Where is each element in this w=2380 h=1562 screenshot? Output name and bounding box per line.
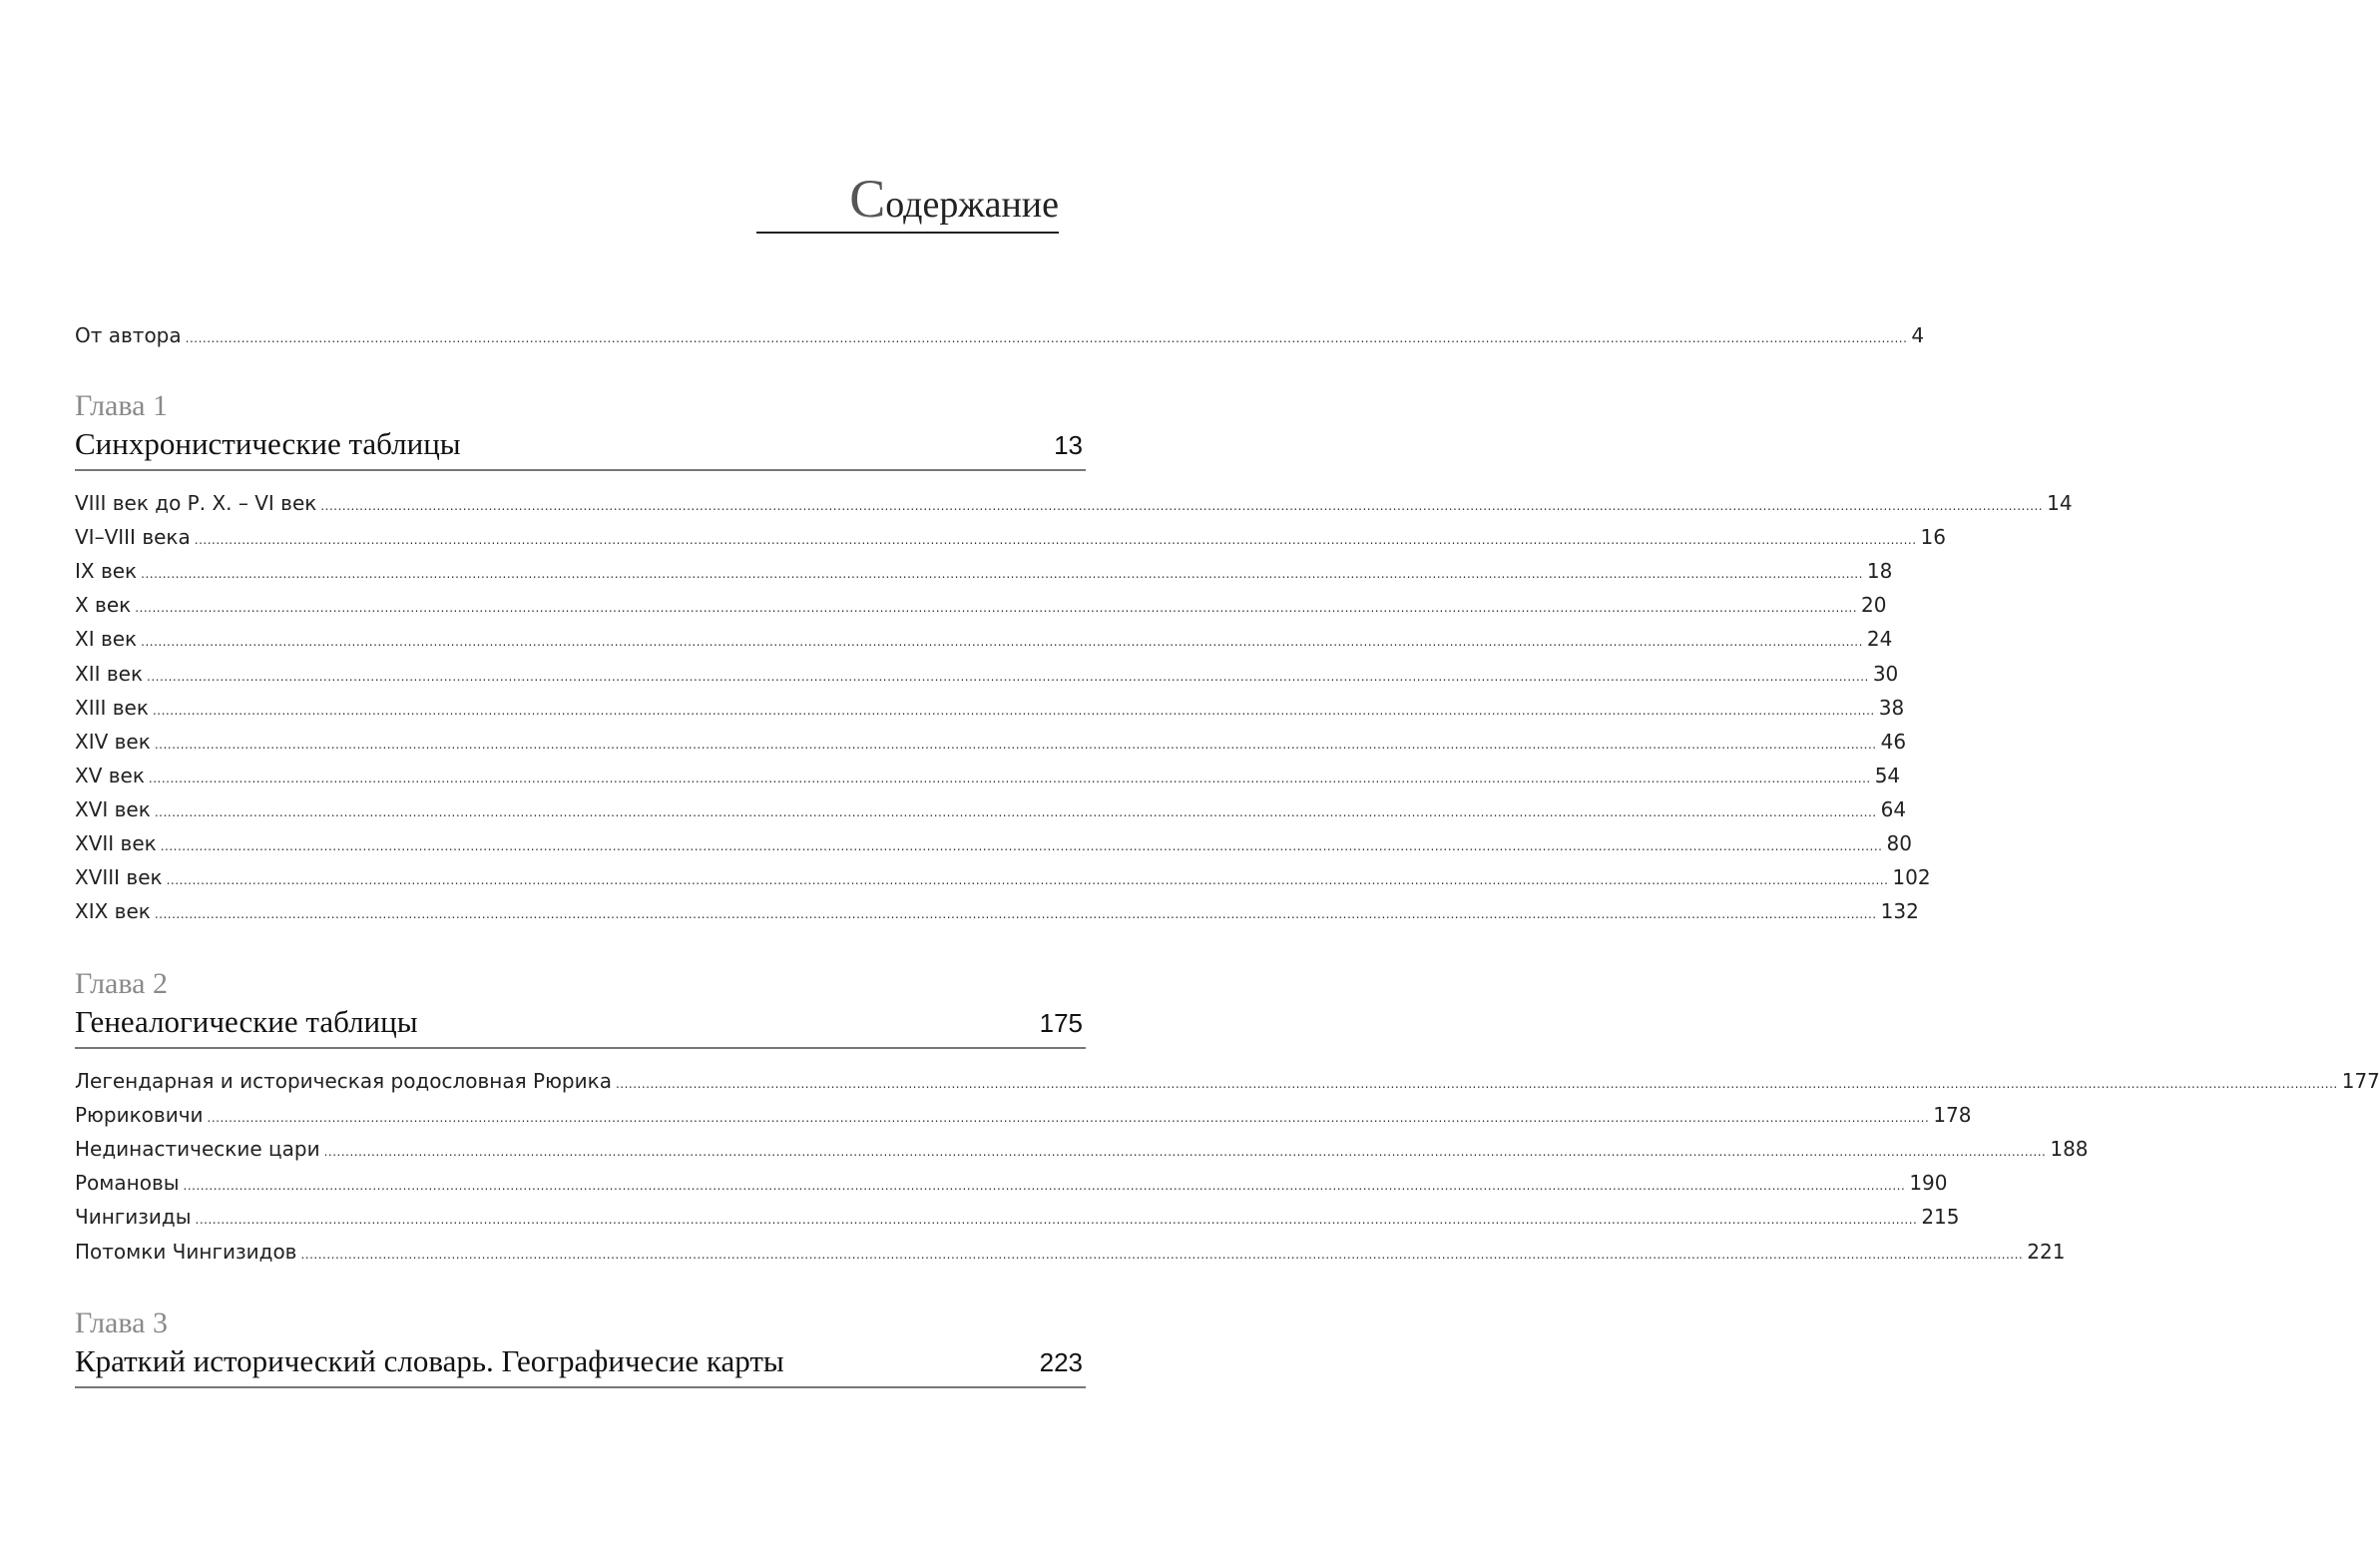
entry-page-number: 177 (2341, 1069, 2380, 1093)
toc-entry[interactable] (75, 762, 1901, 789)
dot-leader: ................................................................................................................................................................................................................................................................................................................................................................................................................ (207, 1111, 1930, 1125)
chapter-3-header[interactable] (75, 1306, 1086, 1388)
entry-page-number: 221 (2027, 1240, 2066, 1264)
chapter-title-row (75, 425, 1086, 471)
entry-label: От автора (75, 323, 182, 347)
toc-entry[interactable] (75, 694, 1905, 722)
chapter-title: Синхронистические таблицы (75, 426, 461, 461)
toc-entry[interactable] (75, 1067, 2380, 1095)
toc-entry[interactable] (75, 1101, 1972, 1129)
entry-page-number: 64 (1880, 797, 1907, 821)
dot-leader: ................................................................................................................................................................................................................................................................................................................................................................................................................ (323, 1145, 2047, 1159)
dot-leader: ................................................................................................................................................................................................................................................................................................................................................................................................................ (154, 907, 1877, 921)
entry-label: XIII век (75, 696, 149, 720)
entry-page-number: 80 (1886, 831, 1912, 855)
chapter-number: Глава 1 (75, 389, 168, 422)
entry-page-number: 14 (2047, 491, 2073, 515)
dot-leader: ................................................................................................................................................................................................................................................................................................................................................................................................................ (195, 1213, 1918, 1227)
entry-page-number: 38 (1878, 696, 1905, 720)
chapter-1-header[interactable] (75, 389, 1086, 471)
toc-entry-preface[interactable] (75, 321, 1925, 349)
chapter-title-row (75, 1003, 1086, 1049)
entry-page-number: 54 (1874, 764, 1901, 787)
toc-entry[interactable] (75, 1169, 1948, 1197)
entry-label: Легендарная и историческая родословная Рюрика (75, 1069, 612, 1093)
dot-leader: ................................................................................................................................................................................................................................................................................................................................................................................................................ (148, 772, 1871, 785)
dot-leader: ................................................................................................................................................................................................................................................................................................................................................................................................................ (185, 331, 1908, 345)
entry-page-number: 16 (1920, 525, 1946, 549)
entry-label: VI–VIII века (75, 525, 191, 549)
entry-page-number: 18 (1866, 559, 1893, 583)
entry-label: X век (75, 593, 132, 617)
dot-leader: ................................................................................................................................................................................................................................................................................................................................................................................................................ (152, 704, 1875, 718)
entry-label: Нединастические цари (75, 1137, 320, 1161)
entry-label: XIX век (75, 899, 151, 923)
entry-label: Чингизиды (75, 1205, 192, 1229)
entry-label: XII век (75, 662, 144, 686)
dot-leader: ................................................................................................................................................................................................................................................................................................................................................................................................................ (183, 1179, 1906, 1193)
chapter-title-row (75, 1342, 1086, 1388)
title-initial: С (849, 169, 886, 229)
entry-label: XV век (75, 764, 145, 787)
toc-entry[interactable] (75, 1203, 1960, 1231)
entry-page-number: 190 (1909, 1171, 1948, 1195)
dot-leader: ................................................................................................................................................................................................................................................................................................................................................................................................................ (320, 499, 2044, 513)
toc-entry[interactable] (75, 660, 1899, 688)
chapter-title: Краткий исторический словарь. Географичесие карты (75, 1343, 784, 1378)
toc-entry[interactable] (75, 897, 1919, 925)
toc-entry[interactable] (75, 1135, 2089, 1163)
dot-leader: ................................................................................................................................................................................................................................................................................................................................................................................................................ (135, 601, 1858, 615)
dot-leader: ................................................................................................................................................................................................................................................................................................................................................................................................................ (160, 839, 1883, 853)
toc-entry[interactable] (75, 557, 1893, 585)
toc-entry[interactable] (75, 863, 1931, 891)
title-underline (756, 232, 1059, 234)
entry-page-number: 30 (1872, 662, 1899, 686)
entry-label: IX век (75, 559, 138, 583)
dot-leader: ................................................................................................................................................................................................................................................................................................................................................................................................................ (141, 567, 1863, 581)
entry-label: XVII век (75, 831, 157, 855)
entry-page-number: 4 (1911, 323, 1925, 347)
entry-label: Потомки Чингизидов (75, 1240, 297, 1264)
entry-page-number: 178 (1933, 1103, 1972, 1127)
chapter-page-number: 13 (1054, 430, 1083, 460)
chapter-number: Глава 2 (75, 967, 168, 1000)
chapter-page-number: 175 (1039, 1008, 1083, 1038)
chapter-page-number: 223 (1039, 1347, 1083, 1377)
entry-page-number: 188 (2050, 1137, 2089, 1161)
toc-entry[interactable] (75, 728, 1907, 756)
toc-entry[interactable] (75, 795, 1907, 823)
entry-label: XI век (75, 627, 138, 651)
title-rest: одержание (885, 184, 1059, 226)
entry-label: Романовы (75, 1171, 180, 1195)
toc-entry[interactable] (75, 1238, 2066, 1266)
dot-leader: ................................................................................................................................................................................................................................................................................................................................................................................................................ (166, 873, 1889, 887)
entry-label: VIII век до Р. Х. – VI век (75, 491, 317, 515)
entry-page-number: 102 (1892, 865, 1931, 889)
dot-leader: ................................................................................................................................................................................................................................................................................................................................................................................................................ (194, 533, 1917, 547)
toc-heading-block (756, 168, 1059, 234)
dot-leader: ................................................................................................................................................................................................................................................................................................................................................................................................................ (147, 670, 1869, 684)
entry-label: XVIII век (75, 865, 163, 889)
chapter-number: Глава 3 (75, 1306, 168, 1339)
dot-leader: ................................................................................................................................................................................................................................................................................................................................................................................................................ (154, 738, 1877, 752)
entry-label: XVI век (75, 797, 151, 821)
entry-label: XIV век (75, 730, 151, 754)
toc-entry[interactable] (75, 625, 1893, 653)
page-title (849, 169, 1059, 229)
dot-leader: ................................................................................................................................................................................................................................................................................................................................................................................................................ (615, 1077, 2338, 1091)
entry-page-number: 215 (1921, 1205, 1960, 1229)
dot-leader: ................................................................................................................................................................................................................................................................................................................................................................................................................ (154, 805, 1877, 819)
chapter-2-header[interactable] (75, 967, 1086, 1049)
chapter-title: Генеалогические таблицы (75, 1004, 418, 1039)
dot-leader: ................................................................................................................................................................................................................................................................................................................................................................................................................ (141, 635, 1863, 649)
toc-entry[interactable] (75, 489, 2073, 517)
toc-entry[interactable] (75, 591, 1887, 619)
entry-page-number: 24 (1866, 627, 1893, 651)
dot-leader: ................................................................................................................................................................................................................................................................................................................................................................................................................ (300, 1248, 2024, 1262)
toc-entry[interactable] (75, 523, 1946, 551)
entry-page-number: 132 (1880, 899, 1919, 923)
toc-entry[interactable] (75, 829, 1912, 857)
entry-label: Рюриковичи (75, 1103, 204, 1127)
entry-page-number: 46 (1880, 730, 1907, 754)
entry-page-number: 20 (1861, 593, 1887, 617)
